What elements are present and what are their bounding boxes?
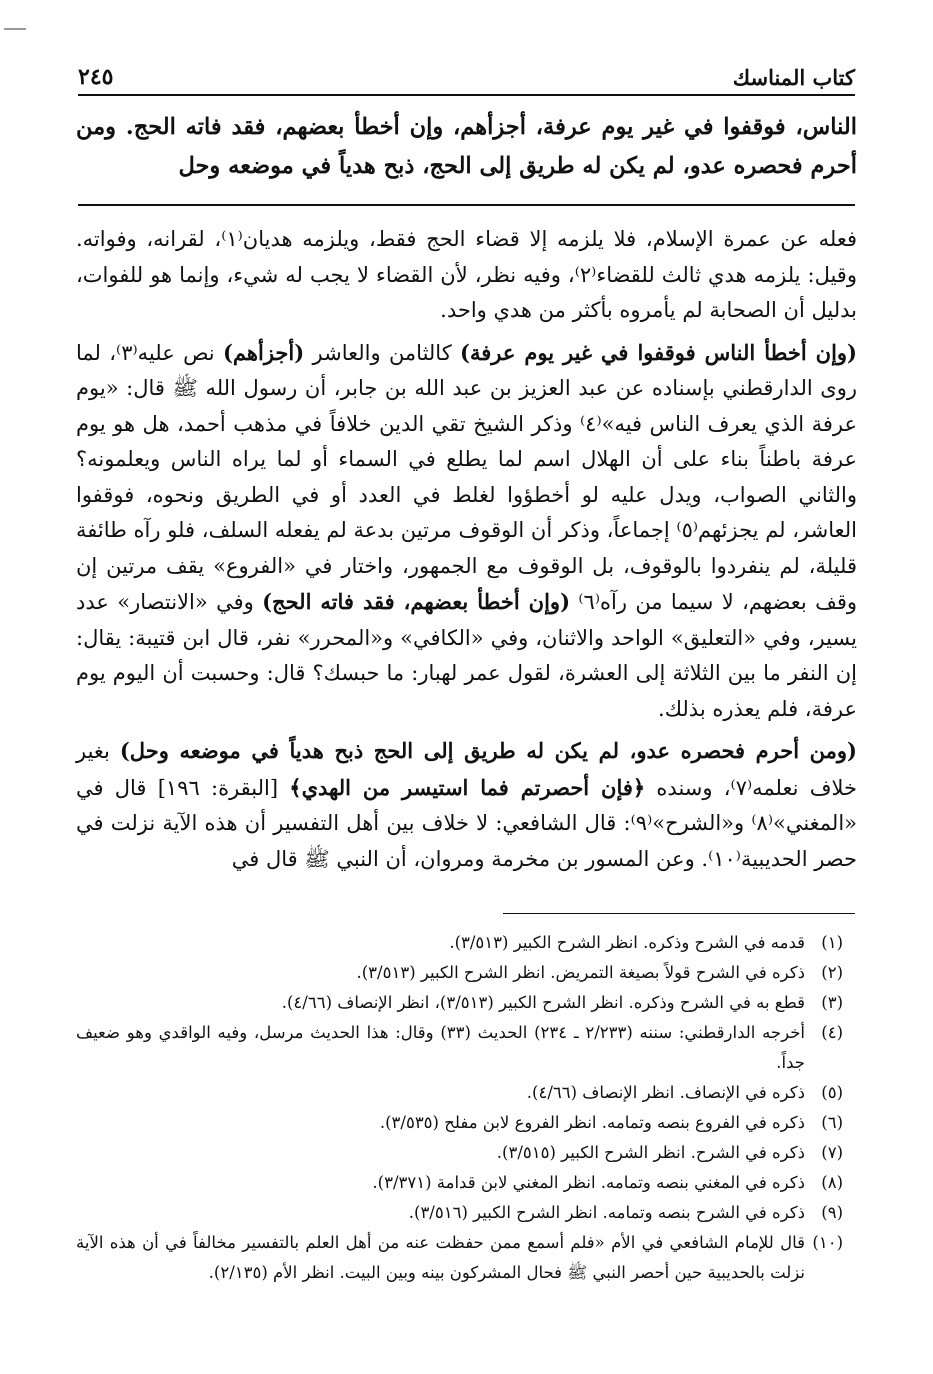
footnote-number: (٦)	[821, 1113, 843, 1132]
footnote-text: قال للإمام الشافعي في الأم «فلم أسمع ممن حفظت عنه من أهل العلم بالتفسير مخالفاً في أن هذه الآية نزلت بالحديبية حين أحصر النبي ﷺ فحال المشركون بينه وبين البيت. انظر الأم (٢/١٣٥).	[76, 1233, 805, 1282]
footnote-number: (٥)	[821, 1083, 843, 1102]
page-header	[78, 46, 855, 96]
main-text	[76, 108, 857, 186]
footnote	[76, 1228, 843, 1288]
quoted-lemma: (وإن أخطأ الناس فوقفوا في غير يوم عرفة)	[460, 339, 857, 365]
footnote	[76, 958, 843, 988]
main-text-paragraph: الناس، فوقفوا في غير يوم عرفة، أجزأهم، وإن أخطأ بعضهم، فقد فاته الحج. ومن أحرم فحصره عدو، لم يكن له طريق إلى الحج، ذبح هدياً في موضعه وحل	[76, 114, 857, 179]
main-text-separator	[78, 204, 855, 206]
footnote-text: ذكره في الشرح قولاً بصيغة التمريض. انظر الشرح الكبير (٣/٥١٣).	[356, 963, 805, 982]
footnote	[76, 928, 843, 958]
commentary-paragraph-3	[76, 733, 857, 877]
commentary	[76, 222, 857, 883]
commentary-text: نص عليه⁽٣⁾، لما روى الدارقطني بإسناده عن عبد العزيز بن عبد الله بن جابر، أن رسول الله ﷺ قال: «يوم عرفة الذي يعرف الناس فيه»⁽٤⁾ وذكر الشيخ تقي الدين خلافاً في مذهب أحمد، هل هو يوم عرفة باطناً بناء على أن الهلال اسم لما يطلع في السماء أو لما يراه الناس ويعلمونه؟ والثاني الصواب، ويدل عليه لو أخطؤوا لغلط في العدد أو في الطريق ونحوه، فوقفوا العاشر، لم يجزئهم⁽٥⁾ إجماعاً، وذكر أن الوقوف مرتين بدعة لم يفعله السلف، فلو رآه طائفة قليلة، لم ينفردوا بالوقوف، بل الوقوف مع الجمهور، واختار في «الفروع» يقف مرتين إن وقف بعضهم، لا سيما من رآه⁽٦⁾	[76, 340, 858, 614]
footnote-number: (٨)	[821, 1173, 843, 1192]
footnote	[76, 1138, 843, 1168]
footnote	[76, 1108, 843, 1138]
commentary-text: [البقرة: ١٩٦] قال في «المغني»⁽٨⁾ و«الشرح»⁽٩⁾: قال الشافعي: لا خلاف بين أهل التفسير أن هذه الآية نزلت في حصر الحديبية⁽١٠⁾. وعن المسور بن مخرمة ومروان، أن النبي ﷺ قال في	[76, 775, 858, 871]
footnote-separator	[503, 913, 855, 914]
page-number: ٢٤٥	[78, 64, 114, 90]
commentary-text: كالثامن والعاشر	[304, 340, 461, 365]
footnote-text: ذكره في الإنصاف. انظر الإنصاف (٤/٦٦).	[526, 1083, 805, 1102]
footnote-number: (١٠)	[812, 1233, 843, 1252]
footnote	[76, 988, 843, 1018]
commentary-text: وفي «الانتصار» عدد يسير، وفي «التعليق» الواحد والاثنان، وفي «الكافي» و«المحرر» نفر، قال ابن قتيبة: يقال: إن النفر ما بين الثلاثة إلى العشرة، لقول عمر لهبار: ما حبسك؟ قال: وحسبت أن اليوم يوم عرفة، فلم يعذره بذلك.	[76, 590, 857, 721]
quoted-lemma: (أجزأهم)	[223, 339, 305, 365]
footnote-number: (٩)	[821, 1203, 843, 1222]
footnotes	[76, 928, 843, 1288]
footnote	[76, 1078, 843, 1108]
footnote-text: ذكره في الفروع بنصه وتمامه. انظر الفروع لابن مفلح (٣/٥٣٥).	[379, 1113, 805, 1132]
footnote-number: (١)	[821, 933, 843, 952]
footnote-number: (٣)	[821, 993, 843, 1012]
footnote-text: ذكره في الشرح. انظر الشرح الكبير (٣/٥١٥).	[496, 1143, 805, 1162]
footnote-text: ذكره في الشرح بنصه وتمامه. انظر الشرح الكبير (٣/٥١٦).	[408, 1203, 805, 1222]
quoted-lemma: (وإن أخطأ بعضهم، فقد فاته الحج)	[262, 589, 571, 614]
footnote	[76, 1018, 843, 1078]
footnote-number: (٧)	[821, 1143, 843, 1162]
commentary-paragraph-1: فعله عن عمرة الإسلام، فلا يلزمه إلا قضاء الحج فقط، ويلزمه هديان⁽١⁾، لقرانه، وفواته. وقيل: يلزمه هدي ثالث للقضاء⁽٢⁾، وفيه نظر، لأن القضاء لا يجب له شيء، وإنما هو للفوات، بدليل أن الصحابة لم يأمروه بأكثر من هدي واحد.	[76, 227, 857, 322]
quran-quote: ﴿فإن أحصرتم فما استيسر من الهدي﴾	[289, 774, 646, 800]
running-title: كتاب المناسك	[732, 65, 855, 90]
scan-mark	[4, 28, 26, 30]
footnote-number: (٤)	[821, 1023, 843, 1042]
commentary-paragraph-2	[76, 335, 857, 728]
commentary-text: بغير خلاف نعلمه⁽٧⁾، وسنده	[76, 739, 857, 800]
footnote-text: أخرجه الدارقطني: سننه (٢/٢٣٣ ـ ٢٣٤) الحديث (٣٣) وقال: هذا الحديث مرسل، وفيه الواقدي وهو ضعيف جداً.	[76, 1023, 806, 1072]
footnote-text: قطع به في الشرح وذكره. انظر الشرح الكبير (٣/٥١٣)، انظر الإنصاف (٤/٦٦).	[281, 993, 805, 1012]
footnote	[76, 1198, 843, 1228]
footnote-text: ذكره في المغني بنصه وتمامه. انظر المغني لابن قدامة (٣/٣٧١).	[372, 1173, 805, 1192]
footnote-text: قدمه في الشرح وذكره. انظر الشرح الكبير (٣/٥١٣).	[449, 933, 805, 952]
footnote	[76, 1168, 843, 1198]
quoted-lemma: (ومن أحرم فحصره عدو، لم يكن له طريق إلى الحج ذبح هدياً في موضعه وحل)	[119, 738, 857, 763]
footnote-number: (٢)	[821, 963, 843, 982]
